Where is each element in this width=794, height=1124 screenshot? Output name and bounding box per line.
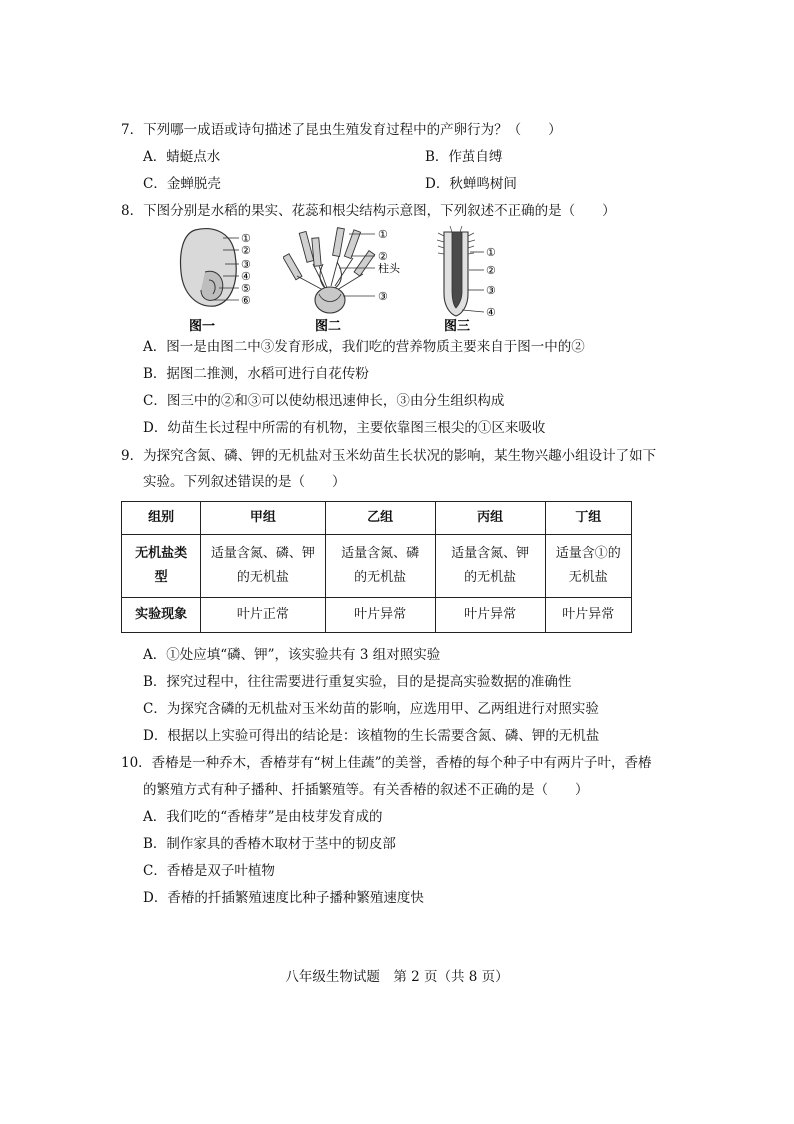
question-9-stem-line-1: 9．为探究含氮、磷、钾的无机盐对玉米幼苗生长状况的影响，某生物兴趣小组设计了如下 — [121, 448, 657, 464]
fig3-caption: 图三 — [444, 319, 471, 334]
table-header-cell: 乙组 — [325, 502, 435, 535]
table-cell: 适量含氮、磷、钾 的无机盐 — [201, 535, 325, 598]
table-header-cell: 丙组 — [435, 502, 545, 535]
fig3-label-4: ④ — [486, 306, 496, 319]
figure-2-rice-flower — [283, 224, 413, 336]
table-row — [122, 598, 632, 633]
fig2-label-1: ① — [378, 228, 388, 241]
fig1-label-2: ② — [241, 244, 251, 257]
question-8-stem: 8．下图分别是水稻的果实、花蕊和根尖结构示意图，下列叙述不正确的是（ ） — [121, 203, 616, 219]
question-9-option-b: B．探究过程中，往往需要进行重复实验，目的是提高实验数据的准确性 — [143, 674, 572, 690]
question-7-option-d: D．秋蝉鸣树间 — [425, 176, 517, 192]
question-8-option-a: A．图一是由图二中③发育形成，我们吃的营养物质主要来自于图一中的② — [143, 339, 585, 355]
figure-1-rice-fruit — [175, 224, 265, 336]
question-9-option-a: A．①处应填“磷、钾”，该实验共有 3 组对照实验 — [143, 647, 441, 663]
question-9-option-d: D．根据以上实验可得出的结论是：该植物的生长需要含氮、磷、钾的无机盐 — [143, 728, 600, 744]
table-cell: 叶片正常 — [201, 598, 325, 633]
question-9-stem-line-2: 实验。下列叙述错误的是（ ） — [143, 474, 346, 490]
question-8-option-c: C．图三中的②和③可以使幼根迅速伸长，③由分生组织构成 — [143, 393, 505, 409]
fig1-label-3: ③ — [241, 258, 251, 271]
question-10-option-b: B．制作家具的香椿木取材于茎中的韧皮部 — [143, 836, 396, 852]
question-10-option-d: D．香椿的扦插繁殖速度比种子播种繁殖速度快 — [143, 890, 424, 906]
fig1-caption: 图一 — [189, 319, 216, 334]
fig1-label-4: ④ — [241, 270, 251, 283]
question-8-option-d: D．幼苗生长过程中所需的有机物，主要依靠图三根尖的①区来吸收 — [143, 420, 546, 436]
page-footer: 八年级生物试题 第 2 页（共 8 页） — [285, 969, 509, 985]
question-7-stem: 7．下列哪一成语或诗句描述了昆虫生殖发育过程中的产卵行为？（ ） — [121, 122, 562, 138]
table-header-cell: 组别 — [122, 502, 201, 535]
question-7-option-a: A．蜻蜓点水 — [143, 149, 221, 165]
question-7-option-c: C．金蝉脱壳 — [143, 176, 221, 192]
question-10-option-a: A．我们吃的“香椿芽”是由枝芽发育成的 — [143, 809, 383, 825]
question-10-stem-line-2: 的繁殖方式有种子播种、扦插繁殖等。有关香椿的叙述不正确的是（ ） — [143, 782, 589, 798]
fig2-caption: 图二 — [315, 319, 342, 334]
fig1-label-1: ① — [241, 232, 251, 245]
fig1-label-6: ⑥ — [241, 294, 251, 307]
table-header-cell: 甲组 — [201, 502, 325, 535]
question-10-option-c: C．香椿是双子叶植物 — [143, 863, 275, 879]
question-9-option-c: C．为探究含磷的无机盐对玉米幼苗的影响，应选用甲、乙两组进行对照实验 — [143, 701, 599, 717]
table-cell: 适量含氮、钾 的无机盐 — [435, 535, 545, 598]
table-header-cell: 丁组 — [545, 502, 631, 535]
table-row-head: 实验现象 — [122, 598, 201, 633]
question-7-option-b: B．作茧自缚 — [425, 149, 503, 165]
table-cell: 叶片异常 — [545, 598, 631, 633]
fig2-label-2: ② — [378, 250, 388, 263]
fig2-label-stigma: 柱头 — [378, 262, 400, 275]
table-cell: 叶片异常 — [435, 598, 545, 633]
fig3-label-3: ③ — [486, 284, 496, 297]
table-cell: 叶片异常 — [325, 598, 435, 633]
table-row — [122, 535, 632, 598]
question-10-stem-line-1: 10．香椿是一种乔木，香椿芽有“树上佳蔬”的美誉，香椿的每个种子中有两片子叶，香椿 — [121, 755, 652, 771]
table-header-row — [122, 502, 632, 535]
figure-3-root-tip — [432, 224, 522, 336]
experiment-table — [121, 501, 632, 633]
fig2-label-3: ③ — [378, 290, 388, 303]
fig3-label-1: ① — [486, 246, 496, 259]
fig3-label-2: ② — [486, 264, 496, 277]
table-row-head: 无机盐类 型 — [122, 535, 201, 598]
question-8-option-b: B．据图二推测，水稻可进行自花传粉 — [143, 366, 369, 382]
table-cell: 适量含①的 无机盐 — [545, 535, 631, 598]
table-cell: 适量含氮、磷 的无机盐 — [325, 535, 435, 598]
fig1-label-5: ⑤ — [241, 282, 251, 295]
